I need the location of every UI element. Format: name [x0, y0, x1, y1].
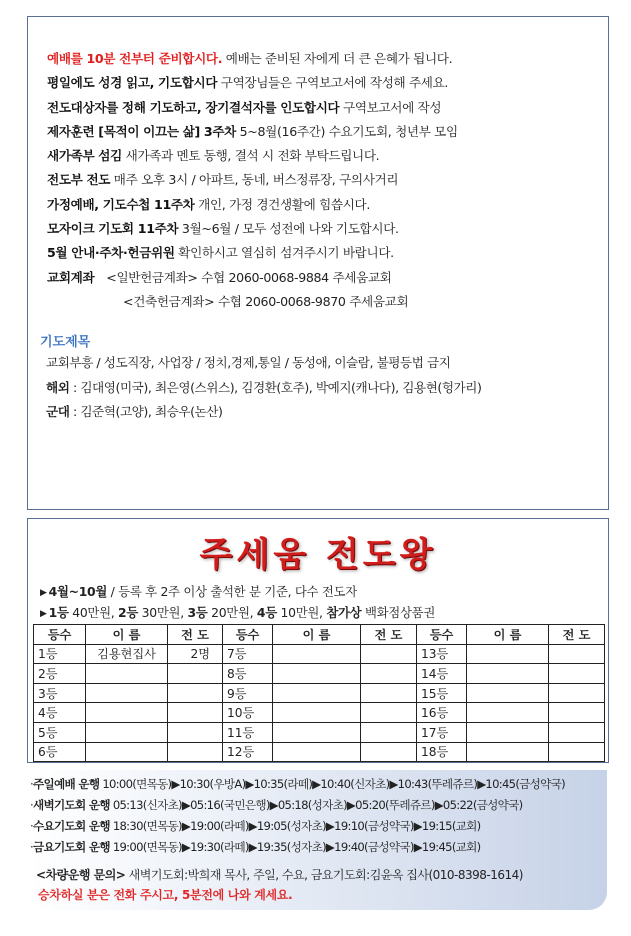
table-row	[34, 703, 605, 723]
name-cell	[86, 683, 168, 703]
prayer-title: 기도제목	[40, 335, 91, 350]
notice-account-1: 교회계좌 <일반헌금계좌> 수협 2060-0068-9884 주세움교회	[47, 269, 392, 285]
bus-contact: <차량운행 문의> 새벽기도회:박희재 목사, 주일, 수요, 금요기도회:김윤옥 집사(010-8398-1614)	[36, 868, 523, 882]
table-row	[34, 742, 605, 762]
evangelism-criteria: ▶ 4월~10월 / 등록 후 2주 이상 출석한 분 기준, 다수 전도자	[40, 584, 357, 599]
evangelism-info	[40, 581, 435, 623]
count-cell	[549, 644, 605, 664]
header-name: 이 름	[467, 625, 549, 645]
rank-cell: 3등	[34, 683, 86, 703]
rank-cell: 2등	[34, 664, 86, 684]
count-cell	[361, 683, 417, 703]
bus-schedule-list	[30, 774, 607, 858]
name-cell	[273, 644, 361, 664]
count-cell	[361, 644, 417, 664]
notice-account-2: <건축헌금계좌> 수협 2060-0068-9870 주세움교회	[123, 293, 409, 309]
header-name: 이 름	[86, 625, 168, 645]
rank-cell: 6등	[34, 742, 86, 762]
rank-cell: 13등	[417, 644, 467, 664]
rank-cell: 1등	[34, 644, 86, 664]
name-cell	[273, 722, 361, 742]
name-cell	[467, 664, 549, 684]
rank-cell: 9등	[223, 683, 273, 703]
name-cell	[273, 703, 361, 723]
rank-cell: 16등	[417, 703, 467, 723]
count-cell	[168, 664, 223, 684]
evangelism-ranking-table	[33, 624, 605, 762]
notice-family-worship: 가정예배, 기도수첩 11주차 개인, 가정 경건생활에 힘씁시다.	[47, 196, 371, 212]
name-cell	[273, 664, 361, 684]
rank-cell: 7등	[223, 644, 273, 664]
name-cell	[467, 722, 549, 742]
rank-cell: 18등	[417, 742, 467, 762]
count-cell	[361, 722, 417, 742]
name-cell	[273, 683, 361, 703]
bus-friday: ·금요기도회 운행 19:00(면목동)▶19:30(라떼)▶19:35(성자초)▶19:40(금성약국)▶19:45(교회)	[30, 840, 481, 854]
header-name: 이 름	[273, 625, 361, 645]
header-count: 전 도	[361, 625, 417, 645]
notice-worship-prep: 예배를 10분 전부터 준비합시다. 예배는 준비된 자에게 더 큰 은혜가 됩니다.	[47, 51, 453, 66]
notice-newcomer: 새가족부 섬김 새가족과 멘토 동행, 결석 시 전화 부탁드립니다.	[47, 148, 380, 164]
header-rank: 등수	[417, 625, 467, 645]
table-row	[34, 644, 605, 664]
count-cell	[361, 664, 417, 684]
name-cell	[467, 703, 549, 723]
name-cell	[467, 683, 549, 703]
rank-cell: 11등	[223, 722, 273, 742]
rank-cell: 15등	[417, 683, 467, 703]
count-cell: 2명	[168, 644, 223, 664]
count-cell	[361, 742, 417, 762]
bus-schedule-box	[30, 770, 607, 910]
header-rank: 등수	[223, 625, 273, 645]
notice-bible-reading: 평일에도 성경 읽고, 기도합시다 구역장님들은 구역보고서에 작성해 주세요.	[47, 75, 449, 91]
notice-box	[27, 16, 609, 510]
count-cell	[549, 742, 605, 762]
notice-evangelism-target: 전도대상자를 정해 기도하고, 장기결석자를 인도합시다 구역보고서에 작성	[47, 99, 442, 115]
count-cell	[549, 683, 605, 703]
table-row	[34, 664, 605, 684]
prayer-list	[46, 351, 602, 425]
header-rank: 등수	[34, 625, 86, 645]
table-header-row	[34, 625, 605, 645]
evangelism-box	[27, 518, 609, 763]
name-cell	[467, 742, 549, 762]
bus-notice: 승차하실 분은 전화 주시고, 5분전에 나와 계세요.	[38, 888, 293, 902]
count-cell	[549, 722, 605, 742]
name-cell: 김용현집사	[86, 644, 168, 664]
notice-may-guide: 5월 안내·주차·헌금위원 확인하시고 열심히 섬겨주시기 바랍니다.	[47, 245, 394, 261]
count-cell	[168, 742, 223, 762]
rank-cell: 17등	[417, 722, 467, 742]
count-cell	[361, 703, 417, 723]
count-cell	[549, 703, 605, 723]
prayer-general: 교회부흥 / 성도직장, 사업장 / 정치,경제,통일 / 동성애, 이슬람, 불평등법 금지	[46, 355, 451, 370]
name-cell	[86, 703, 168, 723]
rank-cell: 10등	[223, 703, 273, 723]
name-cell	[86, 742, 168, 762]
bus-dawn: ·새벽기도회 운행 05:13(신자초)▶05:16(국민은행)▶05:18(성자초)▶05:20(뚜레쥬르)▶05:22(금성약국)	[30, 798, 523, 812]
bus-wednesday: ·수요기도회 운행 18:30(면목동)▶19:00(라떼)▶19:05(성자초)▶19:10(금성약국)▶19:15(교회)	[30, 819, 481, 833]
notice-list	[47, 47, 600, 314]
prayer-overseas: 해외 : 김대영(미국), 최은영(스위스), 김경환(호주), 박예지(캐나다), 김용현(헝가리)	[46, 379, 482, 395]
prayer-army: 군대 : 김준혁(고양), 최승우(논산)	[46, 404, 223, 419]
notice-evangelism-team: 전도부 전도 매주 오후 3시 / 아파트, 동네, 버스정류장, 구의사거리	[47, 172, 399, 188]
table-row	[34, 683, 605, 703]
notice-mosaic-prayer: 모자이크 기도회 11주차 3월~6월 / 모두 성전에 나와 기도합시다.	[47, 221, 399, 237]
rank-cell: 8등	[223, 664, 273, 684]
count-cell	[168, 722, 223, 742]
rank-cell: 14등	[417, 664, 467, 684]
triangle-bullet-icon: ▶	[40, 609, 47, 619]
table-row	[34, 722, 605, 742]
bus-sunday: ·주일예배 운행 10:00(면목동)▶10:30(우방A)▶10:35(라떼)▶10:40(신자초)▶10:43(뚜레쥬르)▶10:45(금성약국)	[30, 777, 565, 791]
name-cell	[86, 722, 168, 742]
rank-cell: 12등	[223, 742, 273, 762]
count-cell	[168, 683, 223, 703]
triangle-bullet-icon: ▶	[40, 588, 47, 598]
evangelism-prizes: ▶ 1등 40만원, 2등 30만원, 3등 20만원, 4등 10만원, 참가상 백화점상품권	[40, 605, 435, 620]
name-cell	[86, 664, 168, 684]
count-cell	[168, 703, 223, 723]
name-cell	[273, 742, 361, 762]
header-count: 전 도	[549, 625, 605, 645]
rank-cell: 5등	[34, 722, 86, 742]
header-count: 전 도	[168, 625, 223, 645]
count-cell	[549, 664, 605, 684]
rank-cell: 4등	[34, 703, 86, 723]
notice-discipleship: 제자훈련 [목적이 이끄는 삶] 3주차 5~8월(16주간) 수요기도회, 청년부 모임	[47, 123, 458, 139]
evangelism-title: 주세움 전도왕	[199, 535, 437, 575]
name-cell	[467, 644, 549, 664]
